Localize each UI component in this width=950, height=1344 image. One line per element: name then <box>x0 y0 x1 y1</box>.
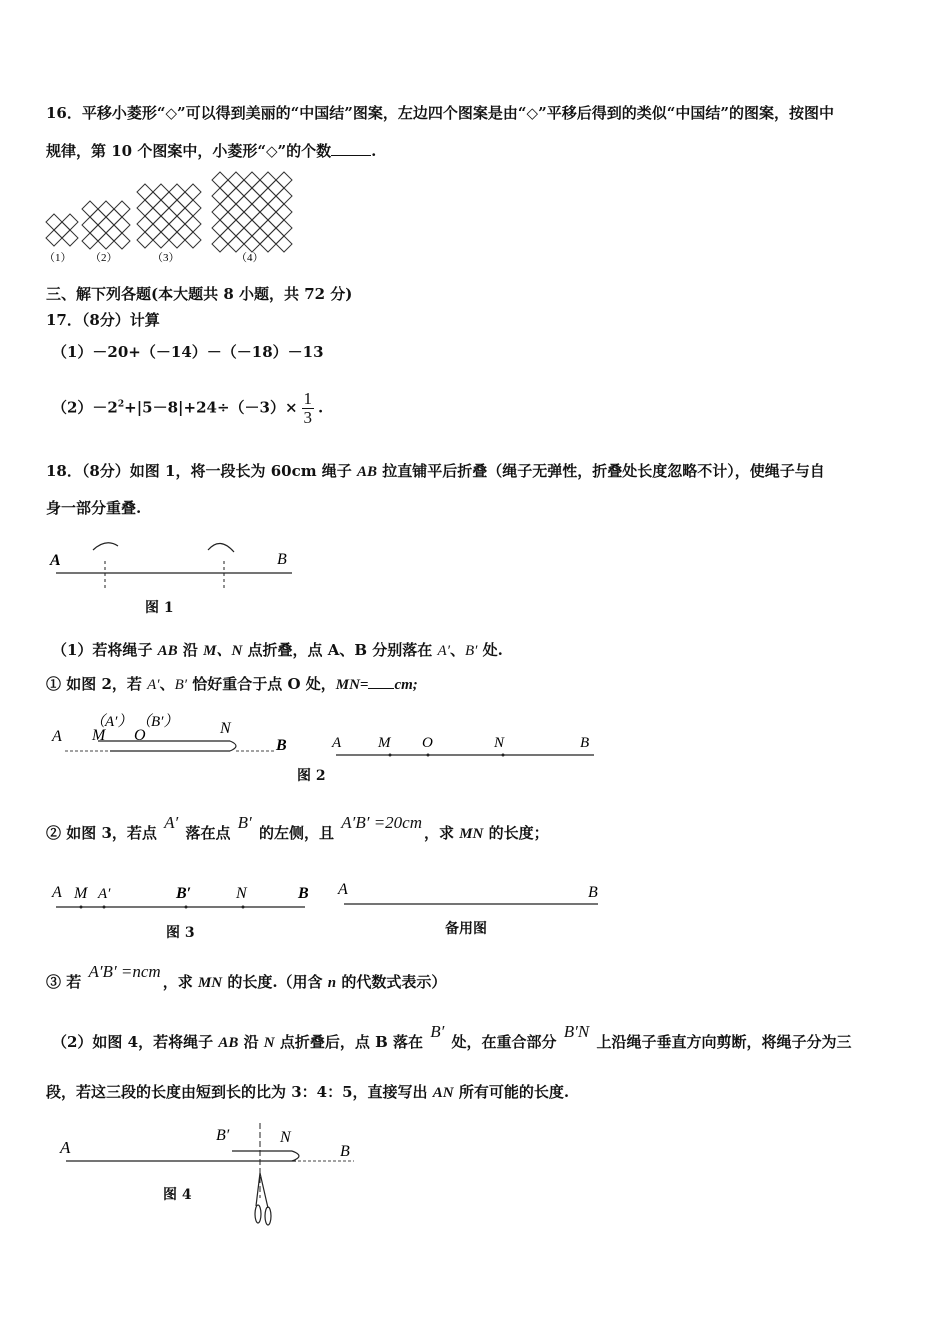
diamond-shape <box>114 233 130 249</box>
diamond-shape <box>161 224 177 240</box>
fig3-label-M: M <box>74 885 88 902</box>
q18-ab: AB <box>357 464 378 480</box>
fig3-label-N: N <box>236 885 247 902</box>
diamond-pattern-4 <box>212 172 292 252</box>
q18-case2-c: 的左侧，且 <box>253 824 340 842</box>
fig2-left-label-M: M <box>92 727 106 744</box>
diamond-shape <box>244 204 260 220</box>
q18-case2-mn: MN <box>459 826 484 842</box>
diamond-shape <box>244 220 260 236</box>
fig2-left-fold <box>230 741 236 751</box>
section-title: 三、解下列各题(本大题共 8 小题，共 72 分) <box>46 285 353 303</box>
diamond-shape <box>169 216 185 232</box>
diamond-shape <box>153 232 169 248</box>
q16-line2 <box>46 140 376 161</box>
q18-case3-b: ，求 <box>162 973 198 991</box>
diamond-shape <box>212 172 228 188</box>
fig2-left-label-A: A <box>52 728 62 745</box>
diamond-shape <box>145 224 161 240</box>
diamond-shape <box>260 236 276 252</box>
q18-case2-e: 的长度； <box>483 824 549 842</box>
q17-part1: （1）－20+（－14）－（－18）－13 <box>52 343 324 361</box>
pattern-label-2: （2） <box>90 252 118 264</box>
fig3-label-B1: B′ <box>176 885 192 902</box>
q16-line2-end: . <box>371 142 377 160</box>
diamond-shape <box>268 212 284 228</box>
q18-sub2-line2 <box>46 1081 569 1102</box>
fig3-label-B: B <box>298 885 309 902</box>
q18-case1-cm: cm; <box>394 677 418 693</box>
q16-line1: 16．平移小菱形“◇”可以得到美丽的“中国结”图案，左边四个图案是由“◇”平移后得到的类似“中国结”的图案，按图中 <box>46 104 834 122</box>
fig2-left-label-N: N <box>220 720 231 737</box>
q18-sub1-a1: A′ <box>437 643 450 659</box>
diamond-shape <box>212 188 228 204</box>
diamond-shape <box>212 236 228 252</box>
diamond-shape <box>46 230 62 246</box>
q18-case1-sep: 、 <box>159 675 175 693</box>
diamond-shape <box>177 224 193 240</box>
spare-label-A: A <box>338 881 348 898</box>
diamond-shape <box>220 180 236 196</box>
diamond-shape <box>161 192 177 208</box>
diamond-shape <box>236 228 252 244</box>
figure-4 <box>56 1118 376 1238</box>
q18-sub2-b: 沿 <box>238 1033 264 1051</box>
q17-part2-end: . <box>318 398 324 417</box>
diamond-shape <box>98 233 114 249</box>
diamond-pattern-2 <box>82 201 130 249</box>
q18-line1-a: 18．（8分）如图 1，将一段长为 60cm 绳子 <box>46 462 358 480</box>
answer-blank <box>331 155 371 156</box>
diamond-shape <box>161 208 177 224</box>
fig1-fold-arrow-left <box>93 543 118 550</box>
diamond-shape <box>137 216 153 232</box>
q18-line1-b: 拉直铺平后折叠（绳子无弹性，折叠处长度忽略不计），使绳子与自 <box>377 462 825 480</box>
fig1-label-A: A <box>50 552 61 569</box>
pattern-label-4: （4） <box>236 252 264 264</box>
q16-line2-text: 规律，第 10 个图案中，小菱形“◇”的个数 <box>46 142 332 160</box>
fig4-label-B: B <box>340 1143 350 1160</box>
fraction-numerator: 1 <box>303 389 313 408</box>
figure-1 <box>48 536 308 596</box>
fig3-label-A1: A′ <box>98 886 111 902</box>
diamond-shape <box>169 200 185 216</box>
q18-sub2-line2-a: 段，若这三段的长度由短到长的比为 3：4：5，直接写出 <box>46 1083 433 1101</box>
q18-sub1 <box>52 639 503 660</box>
fig3-point-A1 <box>103 906 106 909</box>
q18-sub2-n: N <box>263 1035 275 1051</box>
q18-case1 <box>46 673 418 694</box>
q18-case2-b1: B′ <box>237 813 252 832</box>
q18-sub1-mn: M、N <box>203 643 243 659</box>
q18-sub1-d: 处. <box>477 641 503 659</box>
diamond-shape <box>276 172 292 188</box>
diamond-shape <box>252 180 268 196</box>
diamond-shape <box>82 201 98 217</box>
fig2-right-point-N <box>502 754 505 757</box>
diamond-shape <box>212 204 228 220</box>
q18-case1-mn: MN= <box>335 677 369 693</box>
diamond-shape <box>228 188 244 204</box>
diamond-shape <box>90 209 106 225</box>
diamond-shape <box>244 188 260 204</box>
diamond-shape <box>276 188 292 204</box>
fig2-right-label-O: O <box>422 735 433 751</box>
scissors-icon <box>255 1173 271 1225</box>
diamond-shape <box>62 230 78 246</box>
diamond-shape <box>260 188 276 204</box>
q18-case2 <box>46 813 549 843</box>
figure-2-right <box>328 728 608 768</box>
fig2-right-label-N: N <box>494 735 505 751</box>
diamond-shape <box>185 200 201 216</box>
fig4-fold <box>292 1151 299 1161</box>
spare-label-B: B <box>588 884 598 901</box>
diamond-shape <box>220 196 236 212</box>
diamond-shape <box>114 201 130 217</box>
diamond-shape <box>177 192 193 208</box>
q18-case2-a: ② 如图 3，若点 <box>46 824 163 842</box>
diamond-shape <box>62 214 78 230</box>
diamond-shape <box>90 225 106 241</box>
diamond-shape <box>185 232 201 248</box>
fig2-right-point-M <box>389 754 392 757</box>
q17-title: 17．（8分）计算 <box>46 311 160 329</box>
diamond-shape <box>252 212 268 228</box>
q18-sub2-line1 <box>52 1022 852 1052</box>
diamond-pattern-3 <box>137 184 201 248</box>
q17-part2-b: +|5－8|+24÷（－3）× <box>124 398 298 417</box>
diamond-shape <box>177 208 193 224</box>
diamond-shape <box>220 228 236 244</box>
diamond-shape <box>244 236 260 252</box>
diamond-pattern-1 <box>46 214 78 246</box>
diamond-shape <box>46 214 62 230</box>
fig2-left-label-B1: （B′） <box>136 714 179 730</box>
fig4-label-B1: B′ <box>216 1127 230 1144</box>
diamond-shape <box>153 184 169 200</box>
diamond-shape <box>252 228 268 244</box>
q18-sub1-a: （1）若将绳子 <box>52 641 158 659</box>
diamond-shape <box>137 184 153 200</box>
diamond-shape <box>228 220 244 236</box>
diamond-shape <box>228 236 244 252</box>
spare-caption: 备用图 <box>445 921 487 937</box>
q18-sub1-sep: 、 <box>449 641 465 659</box>
q18-sub1-b: 沿 <box>177 641 204 659</box>
diamond-shape <box>220 212 236 228</box>
diamond-shape <box>260 172 276 188</box>
q17-part2 <box>52 390 323 427</box>
q18-case3-a: ③ 若 <box>46 973 87 991</box>
q18-sub1-c: 点折叠，点 A、B 分别落在 <box>242 641 438 659</box>
exponent: 2 <box>117 399 125 410</box>
q18-sub2-d: 处，在重合部分 <box>446 1033 562 1051</box>
q18-sub2-line2-b: 所有可能的长度. <box>453 1083 570 1101</box>
diamond-shape <box>98 201 114 217</box>
fig4-label-N: N <box>280 1129 291 1146</box>
q18-sub2-ab: AB <box>218 1035 239 1051</box>
diamond-shape <box>82 233 98 249</box>
fig2-left-label-B: B <box>276 737 287 754</box>
q18-sub2-c: 点折叠后，点 B 落在 <box>274 1033 429 1051</box>
diamond-shape <box>268 180 284 196</box>
diamond-shape <box>98 217 114 233</box>
fig2-right-label-B: B <box>580 735 590 751</box>
q18-sub2-bn: B′N <box>563 1022 590 1041</box>
diamond-shape <box>252 196 268 212</box>
diamond-shape <box>236 212 252 228</box>
diamond-shape <box>244 172 260 188</box>
diamond-shape <box>137 200 153 216</box>
fig2-left-label-O: O <box>134 727 146 744</box>
fig1-caption: 图 1 <box>145 600 174 616</box>
q18-case3-n: n <box>327 975 337 991</box>
pattern-label-3: （3） <box>152 252 180 264</box>
q18-case3-d: 的代数式表示） <box>336 973 447 991</box>
diamond-shape <box>169 232 185 248</box>
q18-sub2-b1: B′ <box>430 1022 445 1041</box>
diamond-shape <box>106 209 122 225</box>
q18-case2-a1: A′ <box>164 813 179 832</box>
fraction-denominator: 3 <box>303 408 313 427</box>
diamond-shape <box>82 217 98 233</box>
q18-line2: 身一部分重叠. <box>46 499 142 517</box>
q18-sub1-b1: B′ <box>465 643 478 659</box>
fraction <box>302 390 315 427</box>
diamond-shape <box>153 200 169 216</box>
fig3-point-M <box>80 906 83 909</box>
q17-part2-a: （2）－2 <box>52 398 118 417</box>
diamond-shape <box>228 204 244 220</box>
q18-case1-a1: A′ <box>147 677 160 693</box>
q18-case2-d: ，求 <box>423 824 460 842</box>
pattern-label-1: （1） <box>44 252 72 264</box>
figure-3 <box>50 876 320 916</box>
fig1-label-B: B <box>277 551 287 568</box>
diamond-shape <box>169 184 185 200</box>
fig3-point-B1 <box>185 906 188 909</box>
q18-case1-b: 恰好重合于点 O 处， <box>187 675 336 693</box>
diamond-shape <box>276 236 292 252</box>
diamond-shape <box>228 172 244 188</box>
diamond-shape <box>212 220 228 236</box>
q18-case2-b: 落在点 <box>180 824 236 842</box>
diamond-shape <box>106 225 122 241</box>
fig4-caption: 图 4 <box>163 1187 192 1203</box>
figure-2-left <box>50 710 300 760</box>
diamond-shape <box>260 220 276 236</box>
diamond-shape <box>276 204 292 220</box>
diamond-shape <box>145 208 161 224</box>
fig2-caption: 图 2 <box>297 768 326 784</box>
q18-case3-mn: MN <box>197 975 223 991</box>
diamond-shape <box>145 192 161 208</box>
fig2-left-label-A1: （A′） <box>90 714 133 730</box>
q18-case3-c: 的长度.（用含 <box>222 973 328 991</box>
q18-line1 <box>46 460 825 481</box>
q18-sub2-e: 上沿绳子垂直方向剪断，将绳子分为三 <box>591 1033 852 1051</box>
figure-spare <box>336 876 606 916</box>
diamond-shape <box>236 196 252 212</box>
diamond-shape <box>276 220 292 236</box>
diamond-shape <box>236 180 252 196</box>
fig3-point-N <box>242 906 245 909</box>
diamond-shape <box>268 228 284 244</box>
q18-sub1-ab: AB <box>157 643 178 659</box>
q18-case3-eq: A′B′ =ncm <box>88 962 161 981</box>
diamond-shape <box>260 204 276 220</box>
fig3-caption: 图 3 <box>166 925 195 941</box>
answer-blank <box>368 688 394 689</box>
q18-case1-a: ① 如图 2，若 <box>46 675 148 693</box>
diamond-shape <box>54 222 70 238</box>
fig2-right-label-A: A <box>332 735 342 751</box>
q18-case2-eq: A′B′ =20cm <box>341 813 422 832</box>
diamond-shape <box>114 217 130 233</box>
fig4-label-A: A <box>60 1138 71 1157</box>
diamond-shape <box>185 184 201 200</box>
fig2-right-point-O <box>427 754 430 757</box>
diamond-shape <box>137 232 153 248</box>
fig1-fold-arrow-right <box>208 543 234 552</box>
diamond-shape <box>185 216 201 232</box>
q18-sub2-a: （2）如图 4，若将绳子 <box>52 1033 219 1051</box>
diamond-shape <box>153 216 169 232</box>
q18-sub2-an: AN <box>432 1085 454 1101</box>
q18-case3 <box>46 962 447 992</box>
fig3-label-A: A <box>52 884 62 901</box>
fig2-right-label-M: M <box>378 735 391 751</box>
diamond-shape <box>268 196 284 212</box>
diamond-patterns-figure <box>44 170 304 265</box>
q18-case1-b1: B′ <box>174 677 188 693</box>
